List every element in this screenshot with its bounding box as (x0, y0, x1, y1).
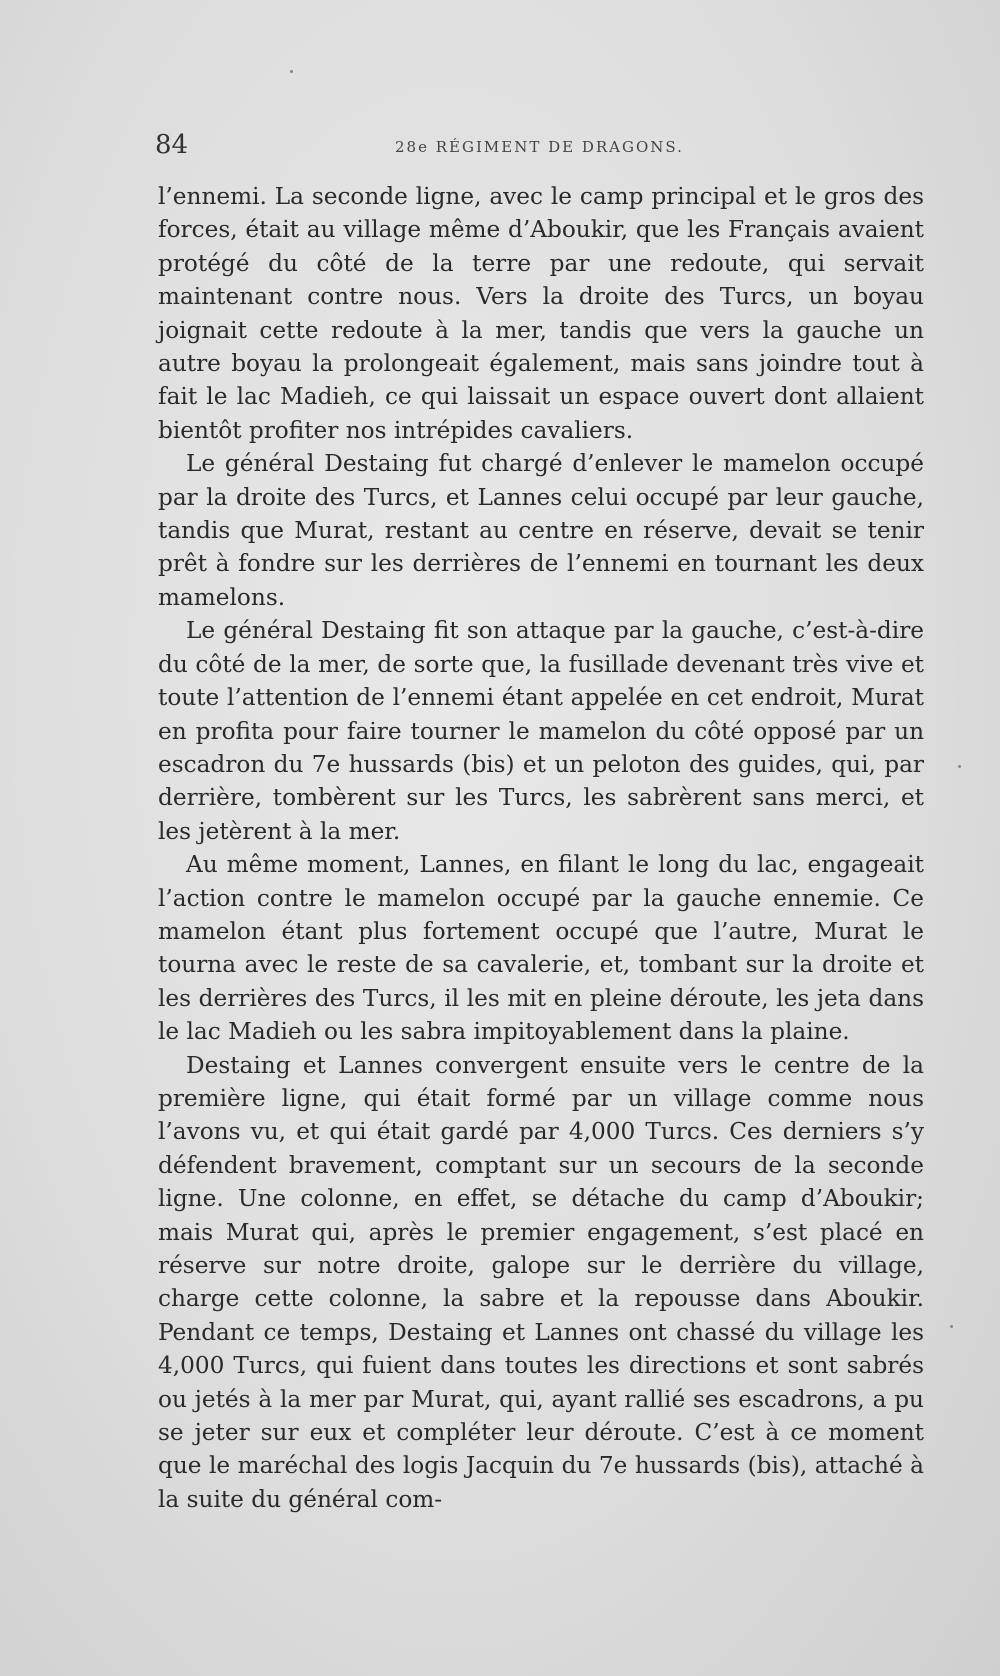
running-head: 28e RÉGIMENT DE DRAGONS. (395, 138, 684, 156)
body-text (158, 180, 924, 1516)
page-header (155, 130, 935, 170)
paragraph: Le général Destaing fit son attaque par la gauche, c’est-à-dire du côté de la mer, de sorte que, la fusillade devenant très vive et toute l’attention de l’ennemi étant appelée en cet endroit, Murat en profita pour faire tourner le mamelon du côté opposé par un escadron du 7e hussards (bis) et un peloton des guides, qui, par derrière, tombèrent sur les Turcs, les sabrèrent sans merci, et les jetèrent à la mer. (158, 617, 924, 845)
page-number: 84 (155, 130, 189, 160)
paper-speck (958, 765, 961, 768)
paragraph: Au même moment, Lannes, en filant le long du lac, engageait l’action contre le mamelon occupé par la gauche ennemie. Ce mamelon étant plus fortement occupé que l’autre, Murat le tourna avec le reste de sa cavalerie, et, tombant sur la droite et les derrières des Turcs, il les mit en pleine déroute, les jeta dans le lac Madieh ou les sabra impitoyablement dans la plaine. (158, 851, 924, 1046)
paragraph: l’ennemi. La seconde ligne, avec le camp principal et le gros des forces, était au village même d’Aboukir, que les Français avaient protégé du côté de la terre par une redoute, qui servait maintenant contre nous. Vers la droite des Turcs, un boyau joignait cette redoute à la mer, tandis que vers la gauche un autre boyau la prolongeait également, mais sans joindre tout à fait le lac Madieh, ce qui laissait un espace ouvert dont allaient bientôt profiter nos intrépides cavaliers. (158, 183, 924, 444)
paper-speck (950, 1325, 953, 1328)
paragraph: Le général Destaing fut chargé d’enlever le mamelon occupé par la droite des Turcs, et Lannes celui occupé par leur gauche, tandis que Murat, restant au centre en réserve, devait se tenir prêt à fondre sur les derrières de l’ennemi en tournant les deux mamelons. (158, 450, 924, 611)
paragraph: Destaing et Lannes convergent ensuite vers le centre de la première ligne, qui était formé par un village comme nous l’avons vu, et qui était gardé par 4,000 Turcs. Ces derniers s’y défendent bravement, comptant sur un secours de la seconde ligne. Une colonne, en effet, se détache du camp d’Aboukir; mais Murat qui, après le premier engagement, s’est placé en réserve sur notre droite, galope sur le derrière du village, charge cette colonne, la sabre et la repousse dans Aboukir. Pendant ce temps, Destaing et Lannes ont chassé du village les 4,000 Turcs, qui fuient dans toutes les directions et sont sabrés ou jetés à la mer par Murat, qui, ayant rallié ses escadrons, a pu se jeter sur eux et compléter leur déroute. C’est à ce moment que le maréchal des logis Jacquin du 7e hussards (bis), attaché à la suite du général com- (158, 1051, 924, 1513)
paper-speck (290, 70, 293, 73)
